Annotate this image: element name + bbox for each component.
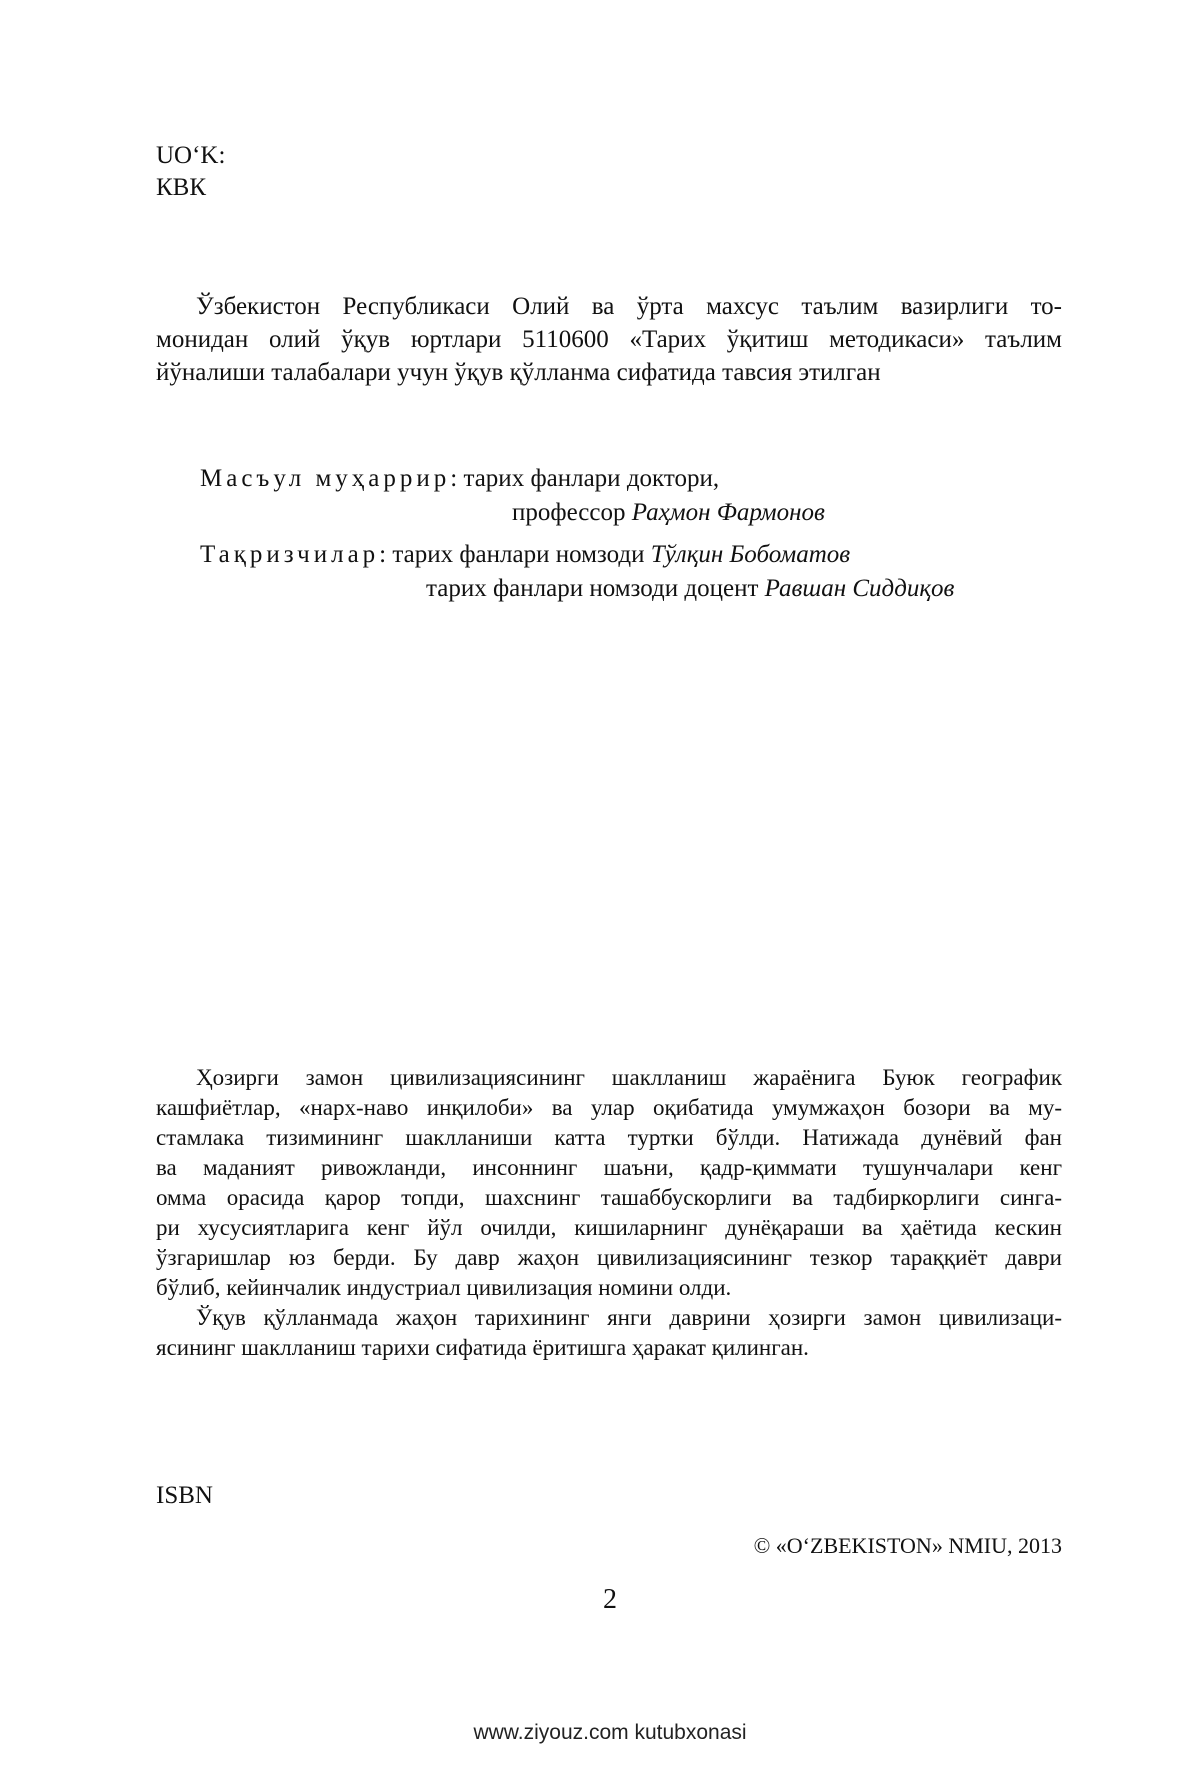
copyright-notice: © «O‘ZBEKISTON» NMIU, 2013 <box>753 1533 1062 1558</box>
annotation-line: ва маданият ривожланди, инсоннинг шаъни, қадр-қиммати тушунчалари кенг <box>156 1155 1062 1180</box>
reviewers-line-2 <box>426 572 954 606</box>
page-number: 2 <box>603 1584 617 1615</box>
footer-watermark: www.ziyouz.com kutubxonasi <box>473 1721 747 1744</box>
annotation-line: Ҳозирги замон цивилизациясининг шаклланиш жараёнига Буюк географик <box>196 1065 1062 1090</box>
reviewers-line-1 <box>200 538 850 572</box>
approval-line: монидан олий ўқув юртлари 5110600 «Тарих ўқитиш методикаси» таълим <box>156 326 1062 353</box>
approval-line: йўналиши талабалари учун ўқув қўлланма сифатида тавсия этилган <box>156 359 881 386</box>
editor-title: профессор <box>512 499 632 526</box>
editor-colon: : <box>450 465 458 492</box>
annotation-line: ўзгаришлар юз берди. Бу давр жаҳон цивилизациясининг тезкор тараққиёт даври <box>156 1245 1062 1270</box>
reviewer-1-name: Тўлқин Бобоматов <box>650 541 851 568</box>
editor-credentials: тарих фанлари доктори, <box>457 465 720 492</box>
annotation-line: Ўқув қўлланмада жаҳон тарихининг янги даврини ҳозирги замон цивилизаци- <box>196 1305 1062 1330</box>
annotation-line: бўлиб, кейинчалик индустриал цивилизация номини олди. <box>156 1275 732 1300</box>
reviewers-label: Тақризчилар <box>200 541 380 568</box>
reviewer-1-credentials: тарих фанлари номзоди <box>386 541 651 568</box>
isbn-label: ISBN <box>156 1482 213 1509</box>
annotation-line: омма орасида қарор топди, шахснинг ташаббускорлиги ва тадбиркорлиги синга- <box>156 1185 1062 1210</box>
reviewer-2-name: Равшан Сиддиқов <box>764 575 955 602</box>
annotation-line: кашфиётлар, «нарх-наво инқилоби» ва улар оқибатида умумжаҳон бозори ва му- <box>156 1095 1062 1120</box>
udk-label: UO‘K: <box>156 142 226 169</box>
reviewers-colon: : <box>379 541 387 568</box>
editor-line-1 <box>200 462 719 496</box>
approval-statement <box>156 290 1062 389</box>
bbk-label: КВК <box>156 174 207 201</box>
reviewer-2-credentials: тарих фанлари номзоди доцент <box>426 575 765 602</box>
annotation-line: ясининг шаклланиш тарихи сифатида ёритишга ҳаракат қилинган. <box>156 1335 809 1360</box>
annotation-line: ри хусусиятларига кенг йўл очилди, кишиларнинг дунёқараши ва ҳаётида кескин <box>156 1215 1062 1240</box>
editor-label: Масъул муҳаррир <box>200 465 451 492</box>
annotation <box>156 1063 1062 1363</box>
annotation-line: стамлака тизимининг шаклланиши катта туртки бўлди. Натижада дунёвий фан <box>156 1125 1062 1150</box>
approval-line: Ўзбекистон Республикаси Олий ва ўрта махсус таълим вазирлиги то- <box>196 293 1062 320</box>
editor-name: Раҳмон Фармонов <box>631 499 825 526</box>
editor-line-2 <box>512 496 825 530</box>
